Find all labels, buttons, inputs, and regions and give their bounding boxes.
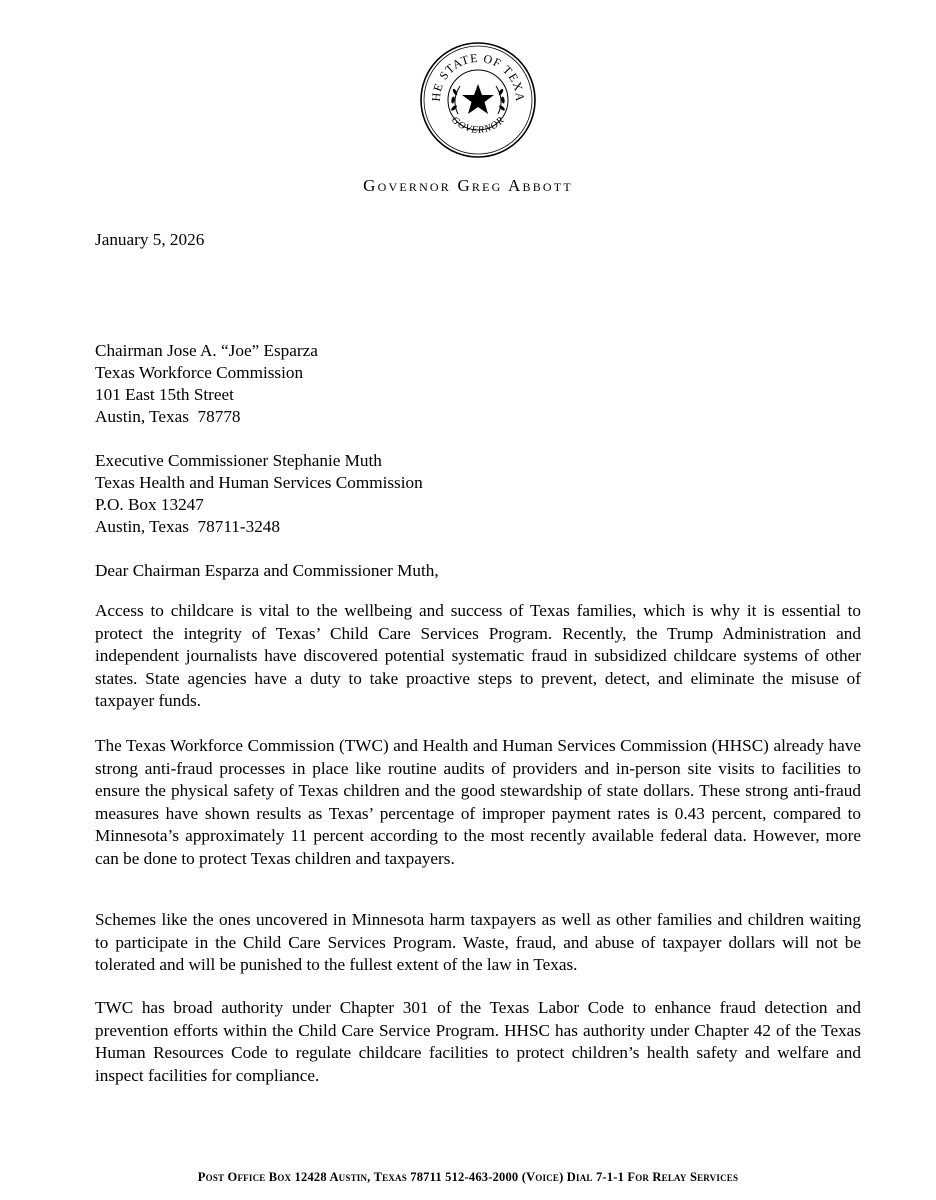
letter-date: January 5, 2026 (95, 230, 205, 249)
address-line: Austin, Texas 78778 (95, 407, 241, 426)
body-paragraph: Schemes like the ones uncovered in Minnesota harm taxpayers as well as other families and children waiting to participate in the Child Care Services Program. Waste, fraud, and abuse of taxpayer dollars will not be tolerated and will be punished to the fullest extent of the law in Texas. (95, 910, 861, 974)
seal-top-text: HE STATE OF TEXA (428, 50, 528, 103)
state-seal (418, 40, 538, 160)
footer-contact: Post Office Box 12428 Austin, Texas 78711 512-463-2000 (Voice) Dial 7-1-1 For Relay Services (197, 1170, 739, 1184)
recipient-address-2 (95, 450, 423, 538)
seal-graphic (418, 40, 538, 160)
address-line: P.O. Box 13247 (95, 495, 204, 514)
recipient-address-1 (95, 340, 318, 428)
address-line: 101 East 15th Street (95, 385, 234, 404)
svg-text:THE STATE OF TEXAS (418, 40, 527, 103)
address-line: Chairman Jose A. “Joe” Esparza (95, 341, 318, 360)
salutation: Dear Chairman Esparza and Commissioner Muth, (95, 561, 439, 580)
svg-text:GOVERNOR (449, 115, 507, 136)
address-line: Texas Workforce Commission (95, 363, 304, 382)
star-icon (462, 84, 494, 114)
address-line: Austin, Texas 78711-3248 (95, 517, 280, 536)
address-line: Texas Health and Human Services Commission (95, 473, 423, 492)
seal-bottom-text: GOVERNOR (448, 114, 508, 136)
body-paragraph: TWC has broad authority under Chapter 301 of the Texas Labor Code to enhance fraud detection and prevention efforts within the Child Care Service Program. HHSC has authority under Chapter 42 of the Texas Human Resources Code to regulate childcare facilities to protect children’s health safety and welfare and inspect facilities for compliance. (95, 998, 861, 1085)
body-paragraph: Access to childcare is vital to the wellbeing and success of Texas families, which is why it is essential to protect the integrity of Texas’ Child Care Services Program. Recently, the Trump Administration and independent journalists have discovered potential systematic fraud in subsidized childcare systems of other states. State agencies have a duty to take proactive steps to prevent, detect, and eliminate the misuse of taxpayer funds. (95, 601, 861, 710)
body-paragraph: The Texas Workforce Commission (TWC) and Health and Human Services Commission (HHSC) already have strong anti-fraud processes in place like routine audits of providers and in-person site visits to facilities to ensure the physical safety of Texas children and the good stewardship of state dollars. These strong anti-fraud measures have shown results as Texas’ percentage of improper payment rates is 0.43 percent, compared to Minnesota’s approximately 11 percent according to the most recently available federal data. However, more can be done to protect Texas children and taxpayers. (95, 736, 861, 868)
governor-name-heading: Governor Greg Abbott (363, 176, 573, 195)
address-line: Executive Commissioner Stephanie Muth (95, 451, 382, 470)
